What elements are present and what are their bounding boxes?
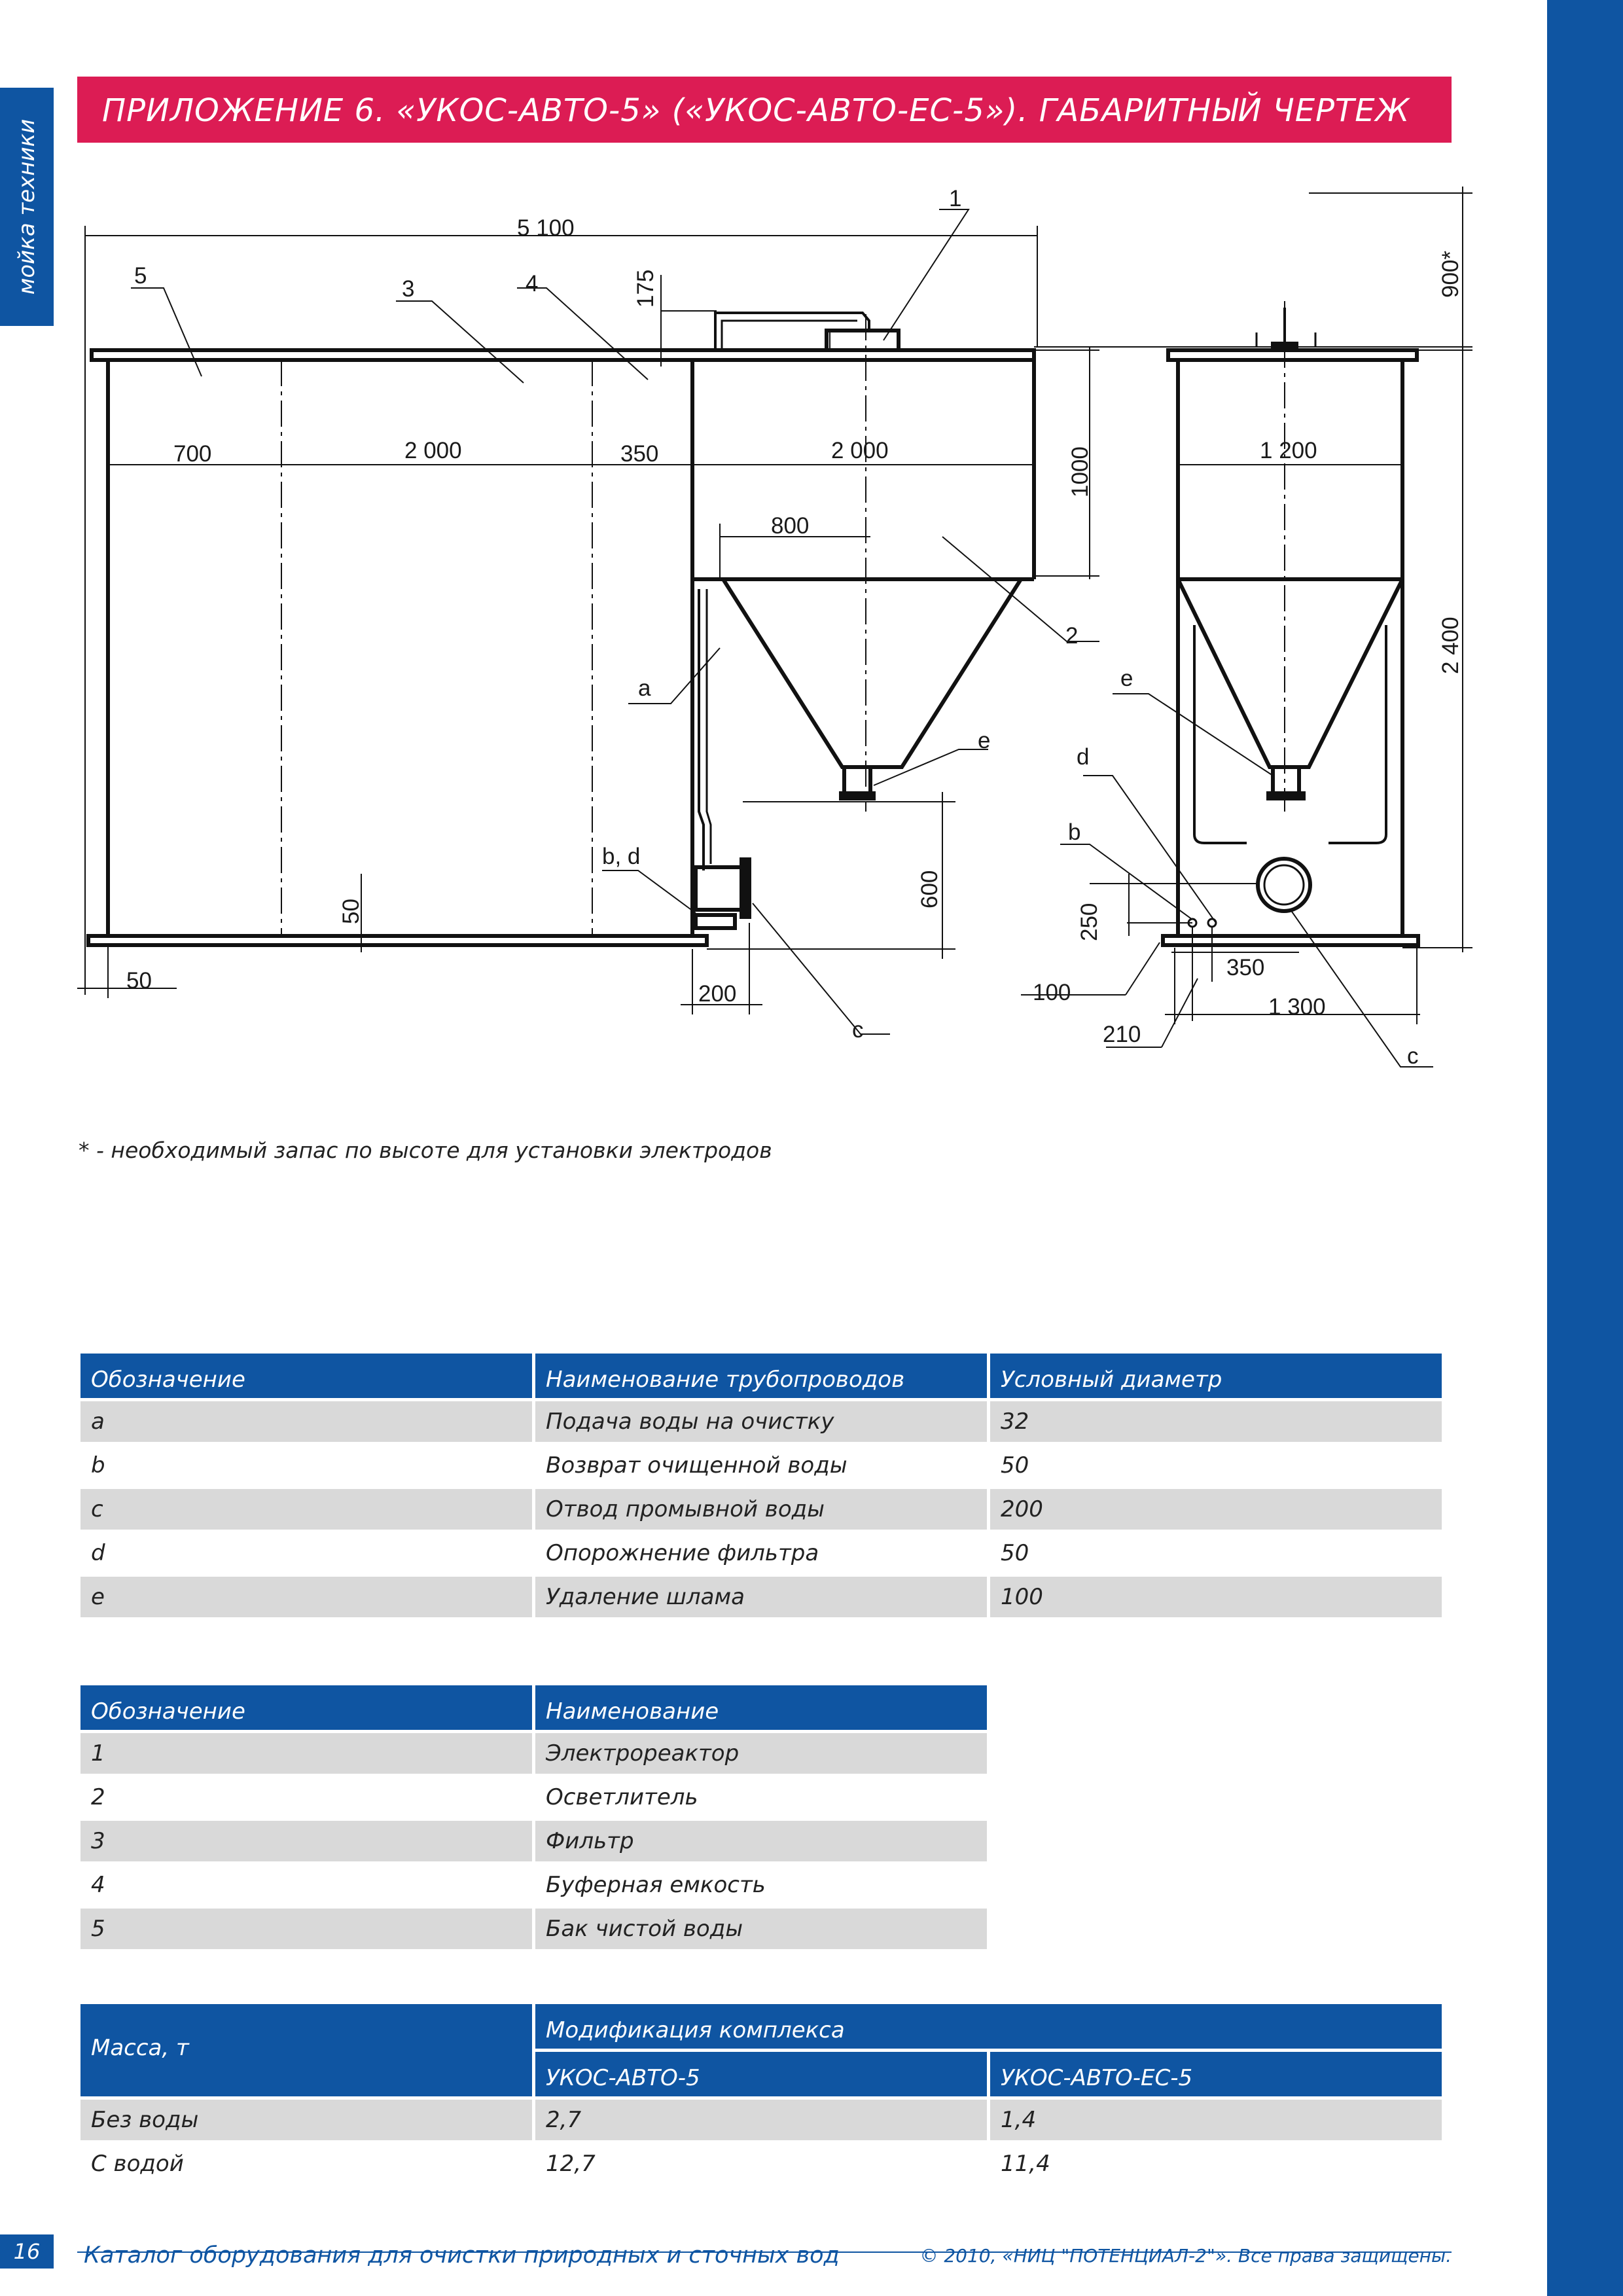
- table-cell: d: [80, 1533, 532, 1573]
- callout-bd: b, d: [602, 844, 641, 869]
- table-cell: 200: [990, 1489, 1442, 1530]
- table-cell: a: [80, 1401, 532, 1442]
- footnote: * - необходимый запас по высоте для установки электродов: [79, 1138, 772, 1163]
- dim-700: 700: [173, 441, 212, 467]
- table-cell: 5: [80, 1909, 532, 1949]
- modification-header: Модификация комплекса: [535, 2004, 1442, 2049]
- pipes-header-code: Обозначение: [80, 1354, 532, 1398]
- dim-175: 175: [633, 269, 658, 308]
- dim-900: 900*: [1438, 250, 1463, 298]
- table-cell: b: [80, 1445, 532, 1486]
- section-tab-label: мойка техники: [14, 118, 40, 295]
- table-cell: Осветлитель: [535, 1777, 987, 1818]
- dim-base-50: 50: [126, 968, 152, 994]
- callout-d-side: d: [1077, 744, 1090, 770]
- dim-1300: 1 300: [1268, 994, 1326, 1020]
- footer-copyright: © 2010, «НИЦ "ПОТЕНЦИАЛ-2"». Все права защищены.: [919, 2245, 1452, 2267]
- table-row: [80, 2100, 1442, 2140]
- callout-c: c: [852, 1017, 864, 1043]
- table-cell: 12,7: [535, 2144, 987, 2184]
- dim-800: 800: [771, 513, 810, 539]
- model-header-1: УКОС-АВТО-5: [535, 2052, 987, 2096]
- table-cell: 100: [990, 1577, 1442, 1617]
- dim-2000a: 2 000: [404, 438, 462, 463]
- table-row: [80, 1533, 1442, 1573]
- table-row: [80, 1733, 987, 1774]
- callout-5: 5: [134, 263, 147, 289]
- parts-header-name: Наименование: [535, 1685, 987, 1730]
- table-row: [80, 1489, 1442, 1530]
- dim-100: 100: [1033, 980, 1071, 1005]
- dim-50: 50: [338, 899, 364, 924]
- dim-250: 250: [1077, 903, 1102, 941]
- table-cell: 3: [80, 1821, 532, 1861]
- table-row: [80, 1821, 987, 1861]
- table-cell: 50: [990, 1533, 1442, 1573]
- pipes-table: [77, 1350, 1445, 1621]
- table-cell: e: [80, 1577, 532, 1617]
- base-plate: [88, 936, 707, 945]
- parts-header-code: Обозначение: [80, 1685, 532, 1730]
- table-cell: 32: [990, 1401, 1442, 1442]
- table-row: [80, 1577, 1442, 1617]
- table-cell: 11,4: [990, 2144, 1442, 2184]
- mass-header: Масса, т: [80, 2004, 532, 2096]
- table-cell: 50: [990, 1445, 1442, 1486]
- page-number: 16: [0, 2234, 54, 2269]
- callout-b-side: b: [1068, 819, 1081, 845]
- dim-350: 350: [620, 441, 659, 467]
- dim-1200: 1 200: [1260, 438, 1317, 463]
- table-cell: 1: [80, 1733, 532, 1774]
- pipes-header-name: Наименование трубопроводов: [535, 1354, 987, 1398]
- callout-1: 1: [949, 186, 962, 211]
- callout-4: 4: [526, 271, 539, 296]
- table-cell: Фильтр: [535, 1821, 987, 1861]
- dim-1000: 1000: [1067, 446, 1093, 497]
- table-cell: Бак чистой воды: [535, 1909, 987, 1949]
- dim-600: 600: [917, 870, 942, 908]
- right-accent-bar: [1547, 0, 1623, 2296]
- callout-2: 2: [1065, 623, 1079, 649]
- callout-e: e: [978, 728, 991, 753]
- table-cell: Отвод промывной воды: [535, 1489, 987, 1530]
- page-title: ПРИЛОЖЕНИЕ 6. «УКОС-АВТО-5» («УКОС-АВТО-ЕС-5»). ГАБАРИТНЫЙ ЧЕРТЕЖ: [102, 92, 1410, 129]
- callout-a: a: [638, 675, 651, 701]
- table-row: [80, 1401, 1442, 1442]
- table-cell: Без воды: [80, 2100, 532, 2140]
- footer-catalog-title: Каталог оборудования для очистки природных и сточных вод: [84, 2242, 840, 2269]
- table-cell: 2,7: [535, 2100, 987, 2140]
- table-cell: 2: [80, 1777, 532, 1818]
- table-cell: Подача воды на очистку: [535, 1401, 987, 1442]
- callout-3: 3: [402, 276, 415, 302]
- table-row: [80, 1445, 1442, 1486]
- table-cell: Возврат очищенной воды: [535, 1445, 987, 1486]
- table-cell: Электрореактор: [535, 1733, 987, 1774]
- dim-350-side: 350: [1226, 955, 1265, 980]
- dim-2400: 2 400: [1438, 617, 1463, 674]
- dim-total-length: 5 100: [517, 215, 575, 241]
- model-header-2: УКОС-АВТО-ЕС-5: [990, 2052, 1442, 2096]
- table-cell: 1,4: [990, 2100, 1442, 2140]
- table-row: [80, 1865, 987, 1905]
- dimension-drawing: [0, 0, 1547, 1113]
- pipes-header-diameter: Условный диаметр: [990, 1354, 1442, 1398]
- callout-e-side: e: [1120, 666, 1133, 691]
- parts-table: [77, 1682, 990, 1952]
- mass-table: [77, 2001, 1445, 2187]
- dim-2000b: 2 000: [831, 438, 889, 463]
- table-cell: Опорожнение фильтра: [535, 1533, 987, 1573]
- table-cell: c: [80, 1489, 532, 1530]
- table-row: [80, 1909, 987, 1949]
- table-cell: Буферная емкость: [535, 1865, 987, 1905]
- table-row: [80, 2144, 1442, 2184]
- callout-c-side: c: [1407, 1043, 1419, 1069]
- table-row: [80, 1777, 987, 1818]
- dim-210: 210: [1103, 1022, 1141, 1047]
- table-cell: Удаление шлама: [535, 1577, 987, 1617]
- table-cell: 4: [80, 1865, 532, 1905]
- table-cell: С водой: [80, 2144, 532, 2184]
- dim-200: 200: [698, 981, 737, 1007]
